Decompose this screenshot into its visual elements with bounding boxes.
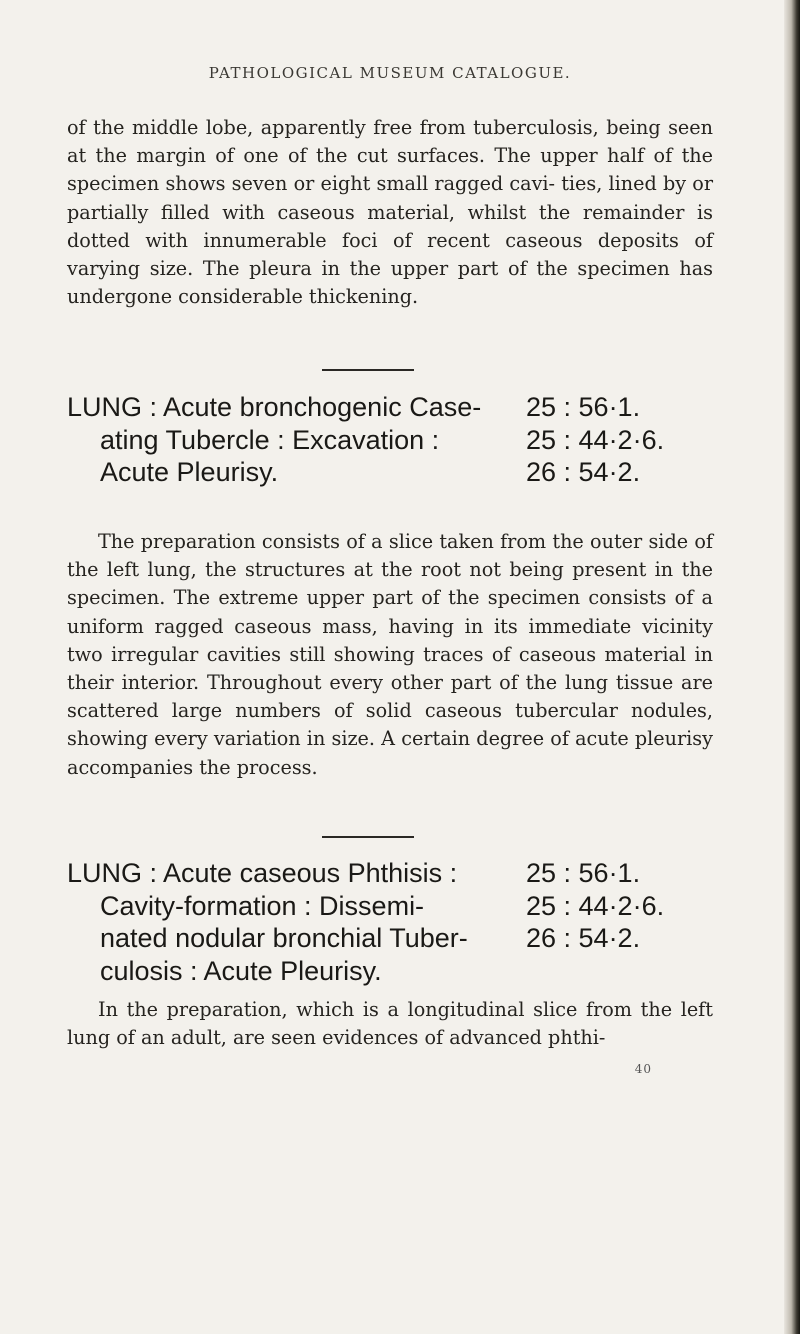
entry-description-2: In the preparation, which is a longitudinal slice from the left lung of an adult, are seen evidences of advanced phthi- <box>67 998 713 1050</box>
signature-mark: 40 <box>634 1062 652 1076</box>
entry-description-1: The preparation consists of a slice taken from the outer side of the left lung, the structures at the root not being present in the specimen. The extreme upper part of the specimen consists of a uniform ragged caseous mass, having in its immediate vicinity two irregular cavities still showing traces of caseous material in their interior. Throughout every other part of the lung tissue are scattered large numbers of solid caseous tubercular nodules, showing every variation in size. A certain degree of acute pleurisy accompanies the process. <box>67 530 713 779</box>
entry-heading-2 <box>67 857 727 987</box>
intro-paragraph: of the middle lobe, apparently free from tuberculosis, being seen at the margin of one of the cut surfaces. The upper half of the specimen shows seven or eight small ragged cavi- ties, lined by or partially filled with caseous material, whilst the remainder is dotted with innumerable foci of recent caseous deposits of varying size. The pleura in the upper part of the specimen has undergone considerable thickening. <box>67 116 713 309</box>
entry-heading-line <box>67 857 727 890</box>
entry-heading-1 <box>67 391 727 489</box>
entry-heading-label: culosis : Acute Pleurisy. <box>100 955 382 986</box>
entry-heading-line <box>67 890 727 923</box>
section-divider <box>322 836 414 838</box>
section-divider <box>322 369 414 371</box>
entry-heading-line <box>67 922 727 955</box>
entry-heading-line <box>67 424 727 457</box>
book-binding-edge <box>784 0 800 1334</box>
entry-reference-number: 25 : 56·1. <box>526 392 641 422</box>
entry-heading-label: LUNG : Acute caseous Phthisis : <box>67 858 458 888</box>
running-head: PATHOLOGICAL MUSEUM CATALOGUE. <box>208 64 572 82</box>
entry-heading-label: Acute Pleurisy. <box>100 457 279 487</box>
entry-heading-label: LUNG : Acute bronchogenic Case- <box>67 392 482 422</box>
entry-heading-line <box>67 955 727 988</box>
entry-reference-number: 26 : 54·2. <box>526 457 641 487</box>
entry-heading-line <box>67 456 727 489</box>
entry-heading-label: Cavity-formation : Dissemi- <box>100 890 425 921</box>
entry-reference-number: 25 : 44·2·6. <box>526 890 665 921</box>
entry-heading-label: ating Tubercle : Excavation : <box>100 424 440 455</box>
entry-reference-number: 26 : 54·2. <box>526 923 641 953</box>
entry-reference-number: 25 : 56·1. <box>526 858 641 888</box>
entry-reference-number: 25 : 44·2·6. <box>526 424 665 455</box>
entry-heading-label: nated nodular bronchial Tuber- <box>100 923 468 953</box>
entry-heading-line <box>67 391 727 424</box>
